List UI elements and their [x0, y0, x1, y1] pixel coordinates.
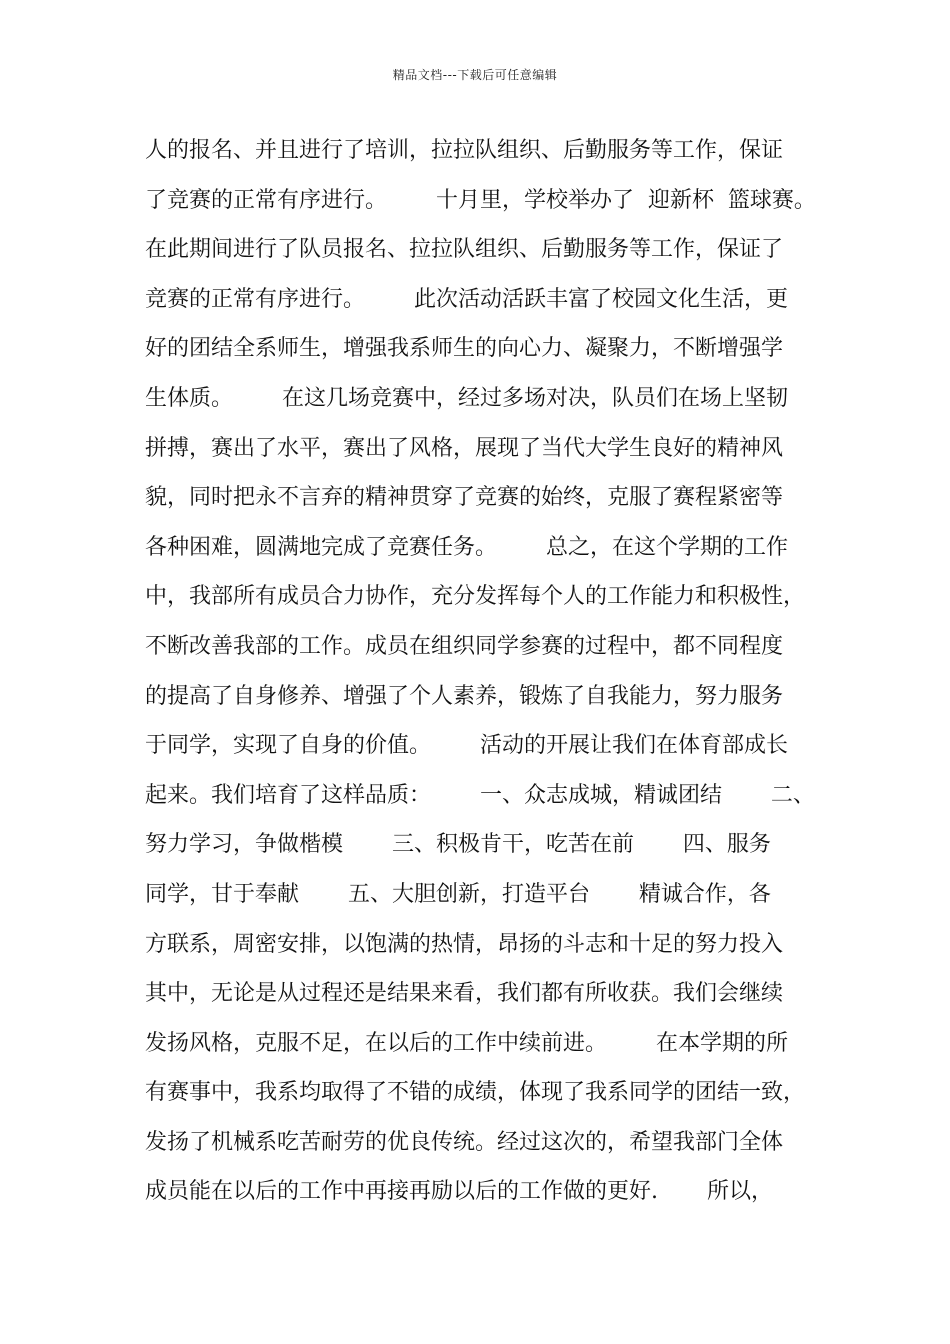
text-line: 中，我部所有成员合力协作，充分发挥每个人的工作能力和积极性， — [145, 584, 806, 610]
text-line: 貌，同时把永不言弃的精神贯穿了竞赛的始终，克服了赛程紧密等 — [145, 485, 784, 511]
page-header: 精品文档---下载后可任意编辑 — [392, 68, 558, 82]
text-line: 拼搏，赛出了水平，赛出了风格，展现了当代大学生良好的精神风 — [145, 435, 784, 461]
text-line: 好的团结全系师生，增强我系师生的向心力、凝聚力，不断增强学 — [145, 336, 784, 362]
text-line: 起来。我们培育了这样品质： 一、众志成城，精诚团结 二、 — [145, 782, 815, 808]
text-line: 竞赛的正常有序进行。 此次活动活跃丰富了校园文化生活，更 — [145, 286, 788, 312]
text-line: 方联系，周密安排，以饱满的热情，昂扬的斗志和十足的努力投入 — [145, 931, 784, 957]
text-line: 人的报名、并且进行了培训，拉拉队组织、后勤服务等工作，保证 — [145, 138, 784, 163]
text-line: 其中，无论是从过程还是结果来看，我们都有所收获。我们会继续 — [145, 981, 784, 1007]
text-line: 发扬了机械系吃苦耐劳的优良传统。经过这次的，希望我部门全体 — [145, 1129, 784, 1155]
document-body — [145, 126, 835, 1217]
text-line: 有赛事中，我系均取得了不错的成绩，体现了我系同学的团结一致， — [145, 1080, 806, 1106]
text-line: 发扬风格，克服不足，在以后的工作中续前进。 在本学期的所 — [145, 1030, 788, 1056]
text-line: 同学，甘于奉献 五、大胆创新，打造平台 精诚合作，各 — [145, 881, 771, 907]
text-line: 生体质。 在这几场竞赛中，经过多场对决，队员们在场上坚韧 — [145, 385, 788, 411]
text-line: 各种困难，圆满地完成了竞赛任务。 总之，在这个学期的工作 — [145, 534, 788, 560]
text-line: 的提高了自身修养、增强了个人素养，锻炼了自我能力，努力服务 — [145, 683, 784, 709]
text-line: 在此期间进行了队员报名、拉拉队组织、后勤服务等工作，保证了 — [145, 237, 784, 263]
text-line: 努力学习，争做楷模 三、积极肯干，吃苦在前 四、服务 — [145, 832, 771, 858]
text-line: 于同学，实现了自身的价值。 活动的开展让我们在体育部成长 — [145, 733, 788, 759]
text-line: 了竞赛的正常有序进行。 十月里，学校举办了 迎新杯 篮球赛。 — [145, 187, 816, 213]
text-line: 不断改善我部的工作。成员在组织同学参赛的过程中，都不同程度 — [145, 633, 784, 659]
text-line: 成员能在以后的工作中再接再励以后的工作做的更好. 所以， — [145, 1179, 773, 1205]
